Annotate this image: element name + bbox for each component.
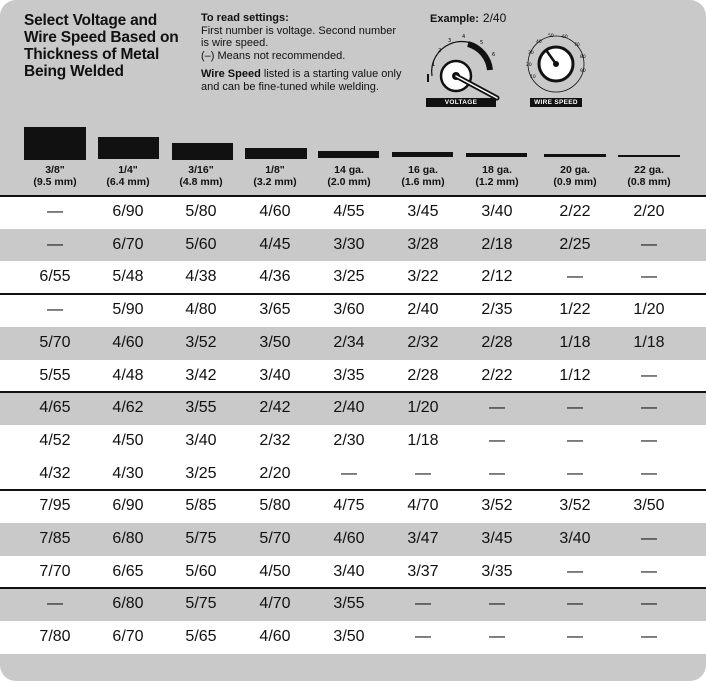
table-cell: — [641, 431, 657, 449]
table-cell: 4/70 [259, 595, 291, 613]
wire-speed-note-line2: and can be fine-tuned while welding. [201, 80, 379, 93]
table-cell: 6/80 [112, 595, 144, 613]
table-row [0, 458, 706, 491]
column-header [240, 164, 310, 188]
table-cell: — [567, 268, 583, 286]
column-thickness: 1/8" [265, 164, 285, 176]
table-cell: 4/62 [112, 399, 144, 417]
table-cell: 2/40 [333, 399, 365, 417]
table-cell: 3/37 [407, 562, 439, 580]
title-line: Thickness of Metal [24, 46, 160, 63]
table-cell: 1/12 [559, 366, 591, 384]
column-metric: (0.9 mm) [553, 176, 597, 188]
table-cell: 4/60 [259, 203, 291, 220]
table-cell: 3/55 [185, 399, 217, 417]
table-row [0, 425, 706, 458]
table-cell: — [567, 399, 583, 417]
table-cell: — [641, 595, 657, 613]
table-cell: 6/70 [112, 628, 144, 646]
wire-speed-note-bold: Wire Speed [201, 68, 261, 80]
table-cell: 1/18 [633, 333, 665, 351]
table-cell: — [641, 628, 657, 646]
thickness-bar-18ga [466, 153, 527, 157]
table-row [0, 327, 706, 360]
column-header [93, 164, 163, 188]
table-cell: 7/80 [39, 628, 71, 646]
table-cell: 2/18 [481, 235, 513, 253]
table-cell: 5/70 [39, 333, 71, 351]
table-cell: — [641, 366, 657, 384]
voltage-dial-icon [420, 30, 502, 102]
instructions-line: First number is voltage. Second number [201, 24, 397, 37]
table-cell: 6/90 [112, 497, 144, 515]
speed-tick: 50 [548, 34, 554, 39]
table-cell: — [489, 628, 505, 646]
table-cell: 4/55 [333, 203, 365, 220]
title-line: Select Voltage and [24, 12, 158, 29]
column-header [20, 164, 90, 188]
column-metric: (3.2 mm) [253, 176, 297, 188]
group-divider [0, 587, 706, 589]
table-cell: 3/52 [185, 333, 217, 351]
column-metric: (1.6 mm) [401, 176, 445, 188]
table-cell: — [567, 628, 583, 646]
column-thickness: 3/16" [188, 164, 214, 176]
table-cell: — [641, 530, 657, 547]
table-cell: — [489, 464, 505, 482]
column-header [540, 164, 610, 188]
table-cell: 4/36 [259, 268, 291, 286]
column-thickness: 16 ga. [408, 164, 438, 176]
table-row [0, 588, 706, 621]
table-cell: 2/25 [559, 235, 591, 253]
table-cell: 3/45 [481, 530, 513, 547]
group-divider [0, 293, 706, 295]
wire-speed-dial-icon [522, 30, 590, 96]
column-thickness: 18 ga. [482, 164, 512, 176]
speed-tick: 70 [574, 43, 580, 48]
table-cell: 4/32 [39, 464, 71, 482]
table-cell: — [341, 464, 357, 482]
title-line: Being Welded [24, 63, 124, 80]
column-header [314, 164, 384, 188]
table-row [0, 392, 706, 425]
column-metric: (4.8 mm) [179, 176, 223, 188]
table-cell: 5/80 [185, 203, 217, 220]
wire-speed-label: WIRE SPEED [530, 98, 582, 107]
table-cell: 6/65 [112, 562, 144, 580]
table-cell: — [489, 431, 505, 449]
table-cell: — [415, 464, 431, 482]
table-cell: 5/90 [112, 301, 144, 319]
table-cell: 4/30 [112, 464, 144, 482]
table-cell: — [489, 595, 505, 613]
table-cell: — [641, 268, 657, 286]
table-cell: 3/40 [333, 562, 365, 580]
table-cell: 3/35 [333, 366, 365, 384]
table-cell: 5/60 [185, 562, 217, 580]
table-cell: 4/52 [39, 431, 71, 449]
table-cell: 3/55 [333, 595, 365, 613]
reading-instructions [201, 12, 416, 93]
table-cell: 2/32 [259, 431, 291, 449]
wire-speed-note-rest: listed is a starting value only [260, 68, 402, 80]
thickness-bar-1-4 [98, 137, 159, 159]
table-cell: 2/28 [407, 366, 439, 384]
group-divider [0, 391, 706, 393]
speed-tick: 90 [580, 69, 586, 74]
table-cell: — [641, 399, 657, 417]
table-cell: 3/47 [407, 530, 439, 547]
table-cell: — [47, 203, 63, 220]
speed-tick: 40 [536, 40, 542, 45]
table-cell: — [47, 595, 63, 613]
column-metric: (0.8 mm) [627, 176, 671, 188]
table-cell: 3/40 [259, 366, 291, 384]
voltage-tick: 2 [438, 48, 442, 54]
table-cell: 3/35 [481, 562, 513, 580]
instructions-line: (–) Means not recommended. [201, 49, 346, 62]
table-cell: 2/20 [259, 464, 291, 482]
column-header [462, 164, 532, 188]
thickness-bar-3-16 [172, 143, 233, 160]
table-cell: 5/75 [185, 595, 217, 613]
table-cell: 3/40 [185, 431, 217, 449]
table-cell: 3/65 [259, 301, 291, 319]
table-row [0, 523, 706, 556]
voltage-tick: 4 [462, 34, 466, 40]
table-cell: 5/60 [185, 235, 217, 253]
group-divider [0, 195, 706, 197]
voltage-label: VOLTAGE [426, 98, 496, 107]
table-cell: 6/90 [112, 203, 144, 220]
table-row [0, 360, 706, 393]
column-metric: (2.0 mm) [327, 176, 371, 188]
column-metric: (1.2 mm) [475, 176, 519, 188]
column-header [614, 164, 684, 188]
table-cell: 4/45 [259, 235, 291, 253]
table-cell: — [641, 562, 657, 580]
table-cell: 3/25 [333, 268, 365, 286]
table-cell: 4/75 [333, 497, 365, 515]
table-row [0, 621, 706, 654]
table-cell: 2/42 [259, 399, 291, 417]
table-cell: 1/18 [407, 431, 439, 449]
table-cell: 3/30 [333, 235, 365, 253]
table-cell: 5/70 [259, 530, 291, 547]
column-thickness: 1/4" [118, 164, 138, 176]
thickness-bar-3-8 [24, 127, 86, 160]
title-line: Wire Speed Based on [24, 29, 179, 46]
table-cell: 3/60 [333, 301, 365, 319]
column-metric: (6.4 mm) [106, 176, 150, 188]
speed-tick: 60 [562, 35, 568, 40]
table-cell: 1/22 [559, 301, 591, 319]
table-cell: 5/48 [112, 268, 144, 286]
column-thickness: 3/8" [45, 164, 65, 176]
table-cell: 4/50 [112, 431, 144, 449]
table-cell: 7/95 [39, 497, 71, 515]
table-row [0, 294, 706, 327]
column-header [166, 164, 236, 188]
table-cell: 4/60 [112, 333, 144, 351]
table-cell: 3/28 [407, 235, 439, 253]
table-cell: 4/80 [185, 301, 217, 319]
table-cell: 3/45 [407, 203, 439, 220]
table-cell: 3/52 [559, 497, 591, 515]
table-cell: — [641, 464, 657, 482]
thickness-bar-16ga [392, 152, 453, 157]
table-cell: 4/60 [259, 628, 291, 646]
table-cell: 3/42 [185, 366, 217, 384]
table-cell: — [415, 595, 431, 613]
example [430, 11, 506, 25]
speed-tick: 10 [530, 75, 536, 80]
table-cell: 4/38 [185, 268, 217, 286]
table-cell: 6/70 [112, 235, 144, 253]
table-cell: 6/55 [39, 268, 71, 286]
table-cell: 3/25 [185, 464, 217, 482]
table-cell: 4/65 [39, 399, 71, 417]
table-cell: 3/52 [481, 497, 513, 515]
table-cell: 3/50 [633, 497, 665, 515]
column-thickness: 20 ga. [560, 164, 590, 176]
table-cell: — [641, 235, 657, 253]
voltage-tick: 3 [448, 38, 452, 44]
table-row [0, 556, 706, 589]
table-cell: — [415, 628, 431, 646]
table-row [0, 196, 706, 229]
column-thickness: 14 ga. [334, 164, 364, 176]
table-cell: — [489, 399, 505, 417]
table-cell: — [567, 595, 583, 613]
table-cell: 2/28 [481, 333, 513, 351]
table-row [0, 229, 706, 262]
table-cell: 5/85 [185, 497, 217, 515]
table-cell: 2/30 [333, 431, 365, 449]
table-cell: — [47, 235, 63, 253]
speed-tick: 20 [526, 63, 532, 68]
table-cell: 3/40 [559, 530, 591, 547]
table-cell: 7/85 [39, 530, 71, 547]
instructions-line: is wire speed. [201, 37, 269, 49]
table-cell: 2/40 [407, 301, 439, 319]
table-cell: 4/48 [112, 366, 144, 384]
table-cell: 7/70 [39, 562, 71, 580]
column-metric: (9.5 mm) [33, 176, 77, 188]
table-cell: 5/55 [39, 366, 71, 384]
voltage-tick: 5 [480, 40, 484, 46]
table-cell: 6/80 [112, 530, 144, 547]
table-cell: 2/35 [481, 301, 513, 319]
voltage-tick: 1 [432, 62, 436, 68]
table-cell: 2/34 [333, 333, 365, 351]
column-header [388, 164, 458, 188]
table-cell: — [567, 562, 583, 580]
table-cell: 2/20 [633, 203, 665, 220]
wire-speed-note [201, 68, 416, 81]
table-cell: — [567, 464, 583, 482]
thickness-bar-14ga [318, 151, 379, 158]
column-thickness: 22 ga. [634, 164, 664, 176]
table-cell: 1/18 [559, 333, 591, 351]
table-cell: 5/65 [185, 628, 217, 646]
table-cell: 5/80 [259, 497, 291, 515]
table-cell: 4/60 [333, 530, 365, 547]
voltage-tick: 6 [492, 52, 496, 58]
table-cell: 4/50 [259, 562, 291, 580]
table-cell: 2/22 [481, 366, 513, 384]
thickness-bar-22ga [618, 155, 680, 157]
table-row [0, 490, 706, 523]
example-label: Example: [430, 13, 479, 25]
group-divider [0, 489, 706, 491]
table-row [0, 261, 706, 294]
speed-tick: 30 [528, 51, 534, 56]
thickness-bar-20ga [544, 154, 606, 157]
table-cell: 2/22 [559, 203, 591, 220]
table-cell: 3/22 [407, 268, 439, 286]
table-cell: 3/50 [333, 628, 365, 646]
thickness-bar-1-8 [245, 148, 307, 159]
instructions-heading: To read settings: [201, 12, 289, 24]
table-cell: 2/32 [407, 333, 439, 351]
table-cell: 3/40 [481, 203, 513, 220]
table-cell: 1/20 [633, 301, 665, 319]
table-cell: 3/50 [259, 333, 291, 351]
table-cell: 2/12 [481, 268, 513, 286]
chart-title [24, 12, 189, 80]
table-cell: 5/75 [185, 530, 217, 547]
example-value: 2/40 [482, 11, 507, 25]
table-cell: 4/70 [407, 497, 439, 515]
table-cell: — [47, 301, 63, 319]
speed-tick: 80 [580, 55, 586, 60]
table-cell: — [567, 431, 583, 449]
table-cell: 1/20 [407, 399, 439, 417]
